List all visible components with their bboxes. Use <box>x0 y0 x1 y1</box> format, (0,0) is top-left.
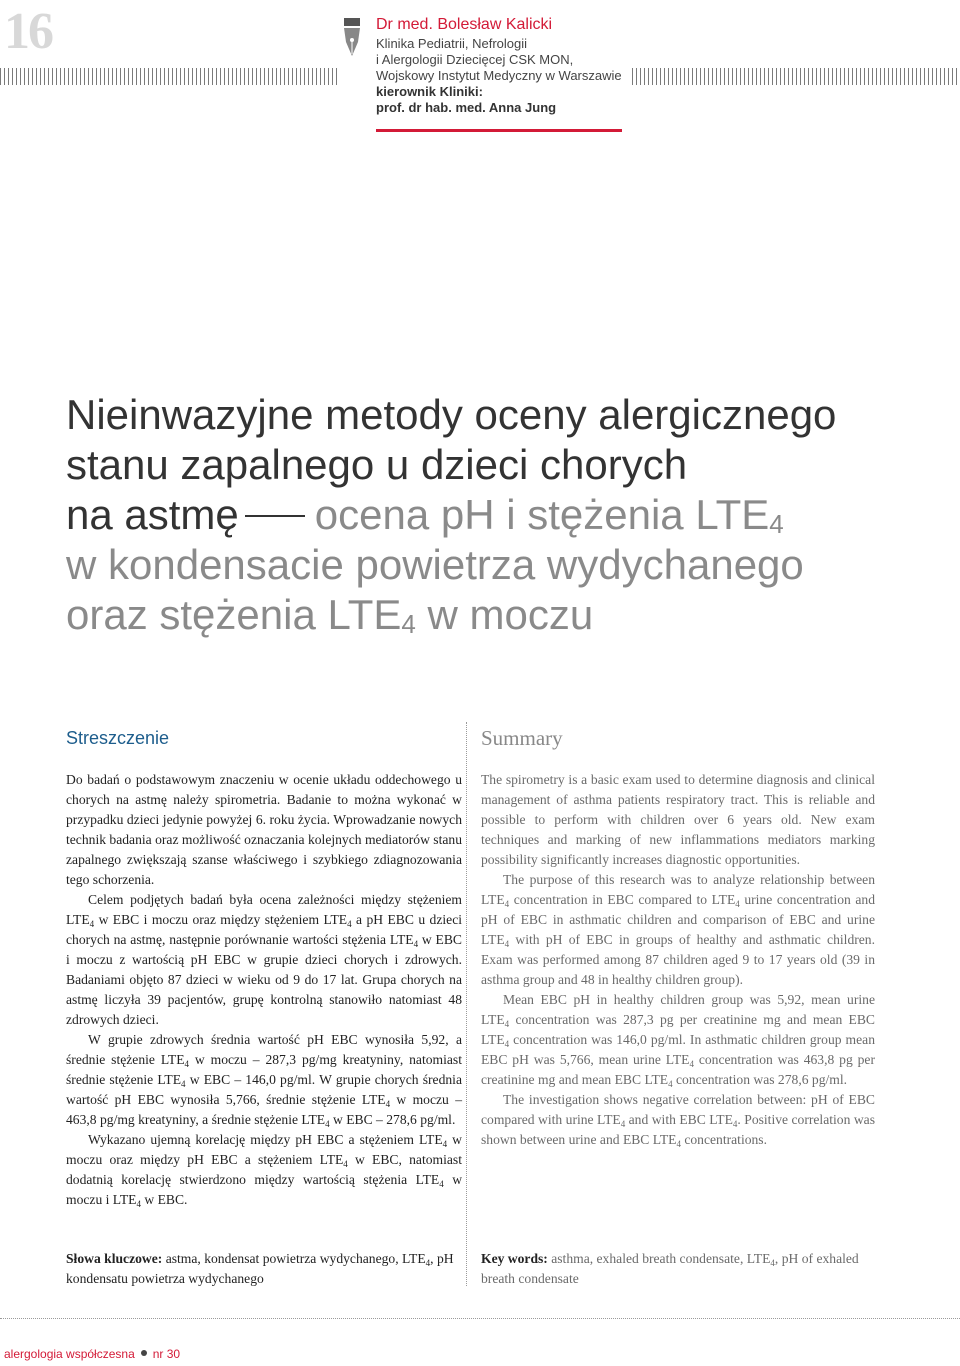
title-line <box>66 590 946 640</box>
decorative-bar-left <box>0 68 338 85</box>
journal-name: alergologia współczesna <box>4 1347 135 1361</box>
affiliation-line: Klinika Pediatrii, Nefrologii <box>376 36 528 51</box>
author-block <box>376 14 636 116</box>
pen-nib-icon <box>343 18 361 58</box>
head-label: kierownik Kliniki: <box>376 84 483 99</box>
article-title <box>66 390 946 640</box>
paragraph: Wykazano ujemną korelację między pH EBC a stężeniem $LTE_4$ w moczu oraz między pH EBC a stężeniem $LTE_4$ w EBC, natomiast dodatnią korelację stwierdzono między wartością stężenia $LTE_4$ w moczu i $LTE_4$ w EBC. <box>66 1132 463 1209</box>
title-line: w kondensacie powietrza wydychanego <box>66 541 804 588</box>
title-segment: w moczu <box>427 591 594 638</box>
footer-divider <box>0 1318 960 1319</box>
title-segment: na astmę <box>66 491 239 538</box>
title-line: Nieinwazyjne metody oceny alergicznego <box>66 391 837 438</box>
paragraph: Do badań o podstawowym znaczeniu w ocenie układu oddechowego u chorych na astmę należy spirometria. Badanie to można wykonać w przypadku dzieci jedynie powyżej 6. roku życia. Wprowadzanie nowych technik badania oraz możliwość oznaczania kolejnych mediatorów stanu zapalnego zwiększają szanse właściwego i szybkiego zdiagnozowania tego schorzenia. <box>66 772 462 887</box>
accent-rule <box>376 129 622 132</box>
keywords-label: Słowa kluczowe: <box>66 1251 163 1266</box>
title-segment-light <box>315 491 784 538</box>
title-segment: oraz stężenia LTE <box>66 591 402 638</box>
title-line <box>66 490 946 540</box>
subscript: 4 <box>769 509 784 539</box>
em-dash <box>245 515 305 517</box>
keywords-polish: Słowa kluczowe: astma, kondensat powietrza wydychanego, $LTE_4$, pH kondensatu powietrza wydychanego <box>66 1251 454 1286</box>
abstract-polish <box>66 726 462 1210</box>
decorative-bar-right <box>632 68 960 85</box>
issue-number: nr 30 <box>152 1347 181 1361</box>
head-name: prof. dr hab. med. Anna Jung <box>376 100 557 115</box>
keywords-label: Key words: <box>481 1251 548 1266</box>
paragraph: The purpose of this research was to analyze relationship between $LTE_4$ concentration in EBC compared to $LTE_4$ urine concentration and pH of EBC in asthmatic children and comparison of EBC and urine $LTE_4$ with pH of EBC in groups of healthy and asthmatic children. Exam was performed among 87 children aged 9 to 17 years old (39 in asthma group and 48 in healthy children group). <box>481 872 875 987</box>
bullet-dot <box>141 1350 147 1356</box>
title-segment: ocena pH i stężenia LTE <box>314 491 770 538</box>
paragraph: Mean EBC pH in healthy children group was 5,92, mean urine $LTE_4$ concentration was 287,3 pg per creatinine mg and mean EBC $LTE_4$ concentration was 146,0 pg/ml. In asthmatic children group mean EBC pH was 5,766, mean urine $LTE_4$ concentration was 463,8 pg per creatinine mg and mean EBC $LTE_4$ concentration was 278,6 pg/ml. <box>481 992 875 1089</box>
affiliation-line: Wojskowy Instytut Medyczny w Warszawie <box>376 68 622 83</box>
paragraph: The spirometry is a basic exam used to determine diagnosis and clinical management of asthma patients respiratory tract. This is reliable and possible to perform with children over 6 years old. New exam techniques and marking of new inflammations mediators marking possibility significantly increases diagnostic opportunities. <box>481 772 875 867</box>
abstract-english <box>481 726 875 1150</box>
paragraph: Celem podjętych badań była ocena zależności między stężeniem $LTE_4$ w EBC i moczu oraz między stężeniem $LTE_4$ a pH EBC u dzieci chorych na astmę, następnie porównanie wartości stężenia $LTE_4$ w EBC i moczu z wartością pH EBC w grupie dzieci chorych i zdrowych. Badaniami objęto 87 dzieci w wieku od 9 do 17 lat. Grupa chorych na astmę liczyła 39 pacjentów, grupę kontrolną stanowiło natomiast 48 zdrowych dzieci. <box>66 892 462 1027</box>
keywords-english: Key words: asthma, exhaled breath condensate, $LTE_4$, pH of exhaled breath condensate <box>481 1251 859 1286</box>
affiliation-line: i Alergologii Dziecięcej CSK MON, <box>376 52 574 67</box>
journal-footer <box>4 1346 180 1362</box>
paragraph: The investigation shows negative correlation between: pH of EBC compared with urine $LTE_4$ and with EBC $LTE_4$. Positive correlation was shown between urine and EBC $LTE_4$ concentrations. <box>481 1092 875 1149</box>
author-name: Dr med. Bolesław Kalicki <box>376 16 553 33</box>
section-heading-summary: Summary <box>481 726 563 750</box>
page-number: 16 <box>4 3 52 60</box>
title-line: stanu zapalnego u dzieci chorych <box>66 441 688 488</box>
subscript: 4 <box>401 609 416 639</box>
paragraph: W grupie zdrowych średnia wartość pH EBC wynosiła 5,92, a średnie stężenie $LTE_4$ w moczu – 287,3 pg/mg kreatyniny, natomiast średnie stężenie $LTE_4$ w EBC – 146,0 pg/ml. W grupie chorych średnia wartość pH EBC wynosiła 5,766, średnie stężenie $LTE_4$ w moczu – 463,8 pg/mg kreatyniny, a średnie stężenie $LTE_4$ w EBC – 278,6 pg/ml. <box>66 1032 462 1129</box>
section-heading-streszczenie: Streszczenie <box>66 728 170 748</box>
column-divider <box>466 722 467 1286</box>
